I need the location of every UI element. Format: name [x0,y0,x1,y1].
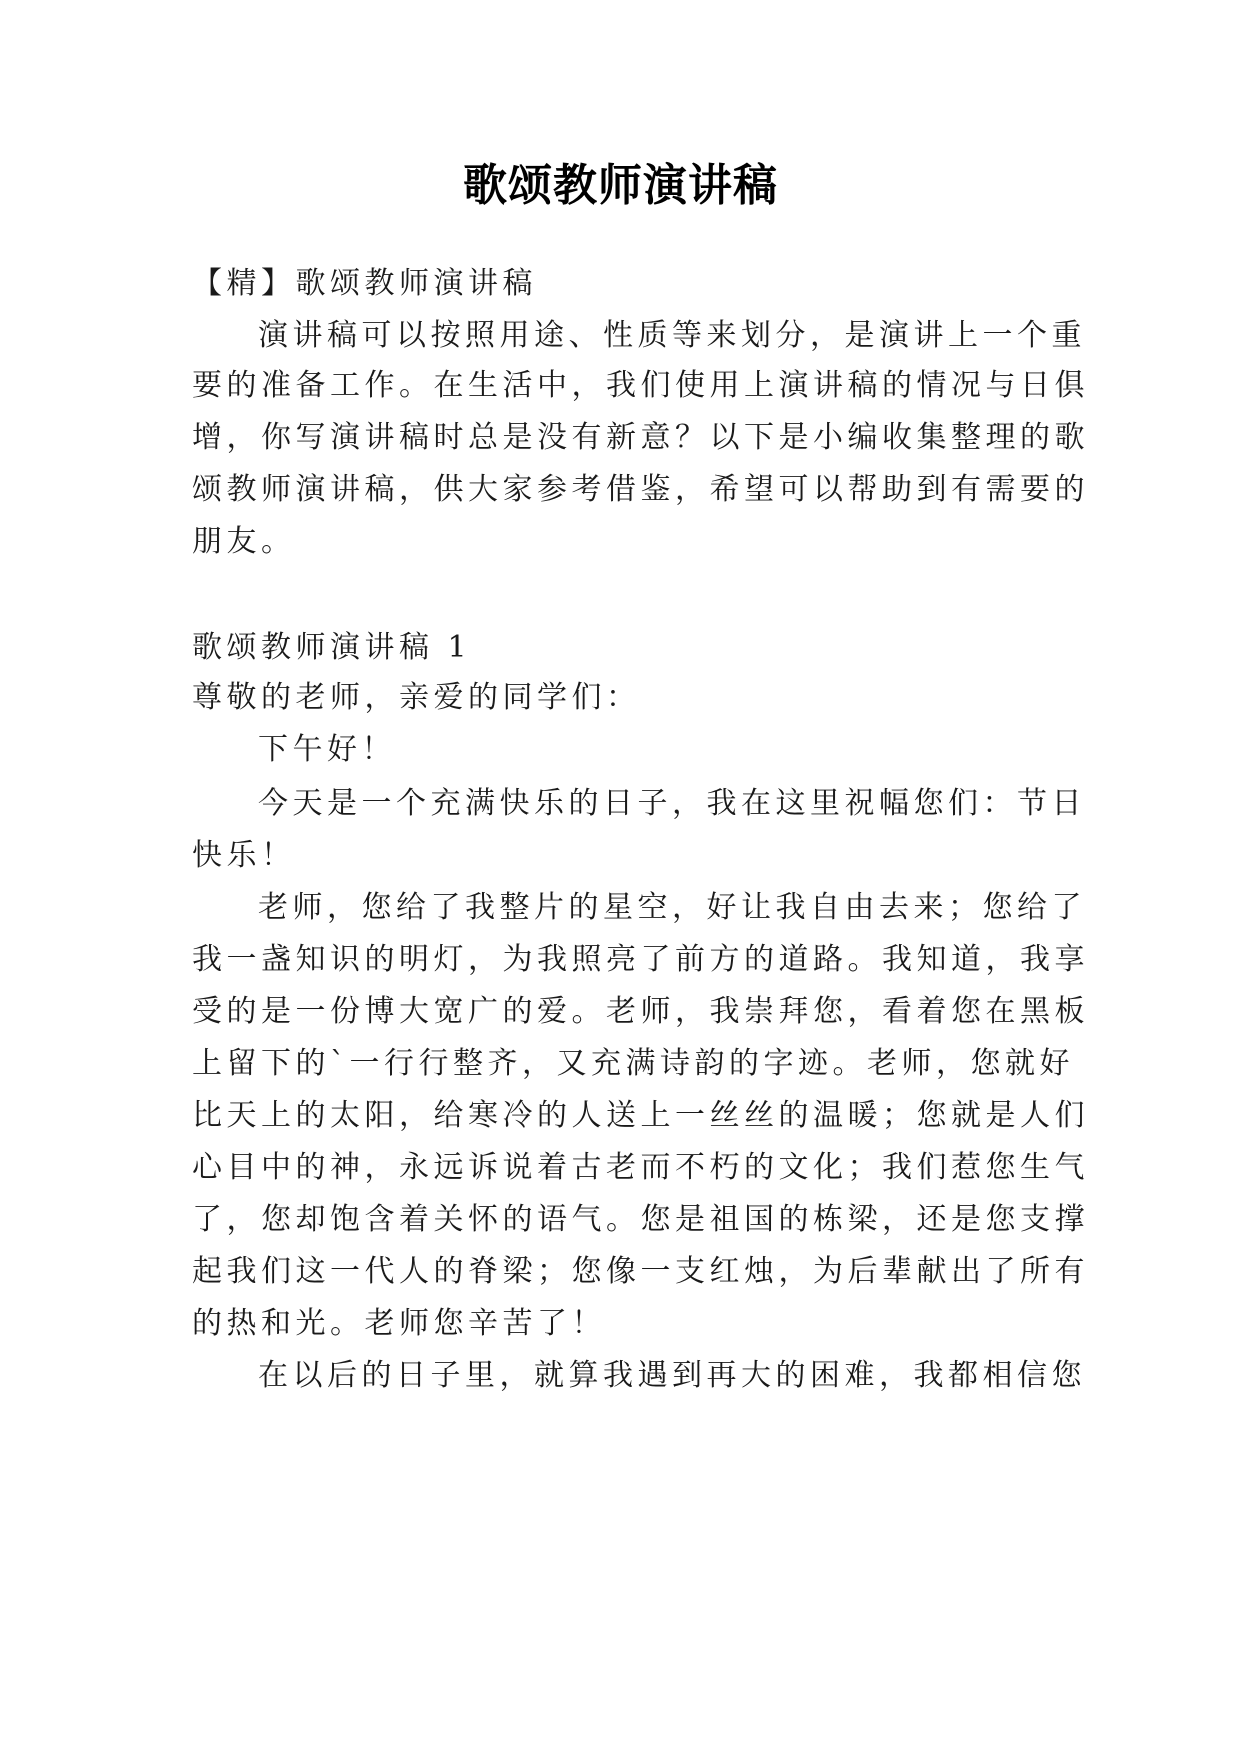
paragraph-line: 今天是一个充满快乐的日子，我在这里祝幅您们：节日 [258,786,1086,821]
intro-line: 演讲稿可以按照用途、性质等来划分，是演讲上一个重 [258,318,1086,353]
intro-line: 颂教师演讲稿，供大家参考借鉴，希望可以帮助到有需要的 [192,472,1089,507]
document-title: 歌颂教师演讲稿 [463,160,778,211]
intro-line: 增，你写演讲稿时总是没有新意？以下是小编收集整理的歌 [192,420,1089,455]
paragraph-line: 起我们这一代人的脊梁；您像一支红烛，为后辈献出了所有 [192,1254,1089,1289]
paragraph-line: 受的是一份博大宽广的爱。老师，我崇拜您，看着您在黑板 [192,994,1089,1029]
document-subtitle: 【精】歌颂教师演讲稿 [192,266,537,301]
paragraph-line: 我一盏知识的明灯，为我照亮了前方的道路。我知道，我享 [192,942,1089,977]
paragraph-line: 在以后的日子里，就算我遇到再大的困难，我都相信您 [258,1358,1086,1393]
paragraph-line: 的热和光。老师您辛苦了！ [192,1306,606,1341]
paragraph-line: 老师，您给了我整片的星空，好让我自由去来；您给了 [258,890,1086,925]
salutation: 尊敬的老师，亲爱的同学们： [192,680,641,715]
section-heading: 歌颂教师演讲稿 1 [192,630,472,665]
paragraph-line: 比天上的太阳，给寒冷的人送上一丝丝的温暖；您就是人们 [192,1098,1089,1133]
paragraph-line: 快乐！ [192,838,296,873]
greeting: 下午好！ [258,732,396,767]
paragraph-line: 了，您却饱含着关怀的语气。您是祖国的栋梁，还是您支撑 [192,1202,1089,1237]
intro-line: 要的准备工作。在生活中，我们使用上演讲稿的情况与日俱 [192,368,1089,403]
paragraph-line: 上留下的`一行行整齐，又充满诗韵的字迹。老师，您就好 [192,1046,1074,1081]
paragraph-line: 心目中的神，永远诉说着古老而不朽的文化；我们惹您生气 [192,1150,1089,1185]
intro-line: 朋友。 [192,524,296,559]
